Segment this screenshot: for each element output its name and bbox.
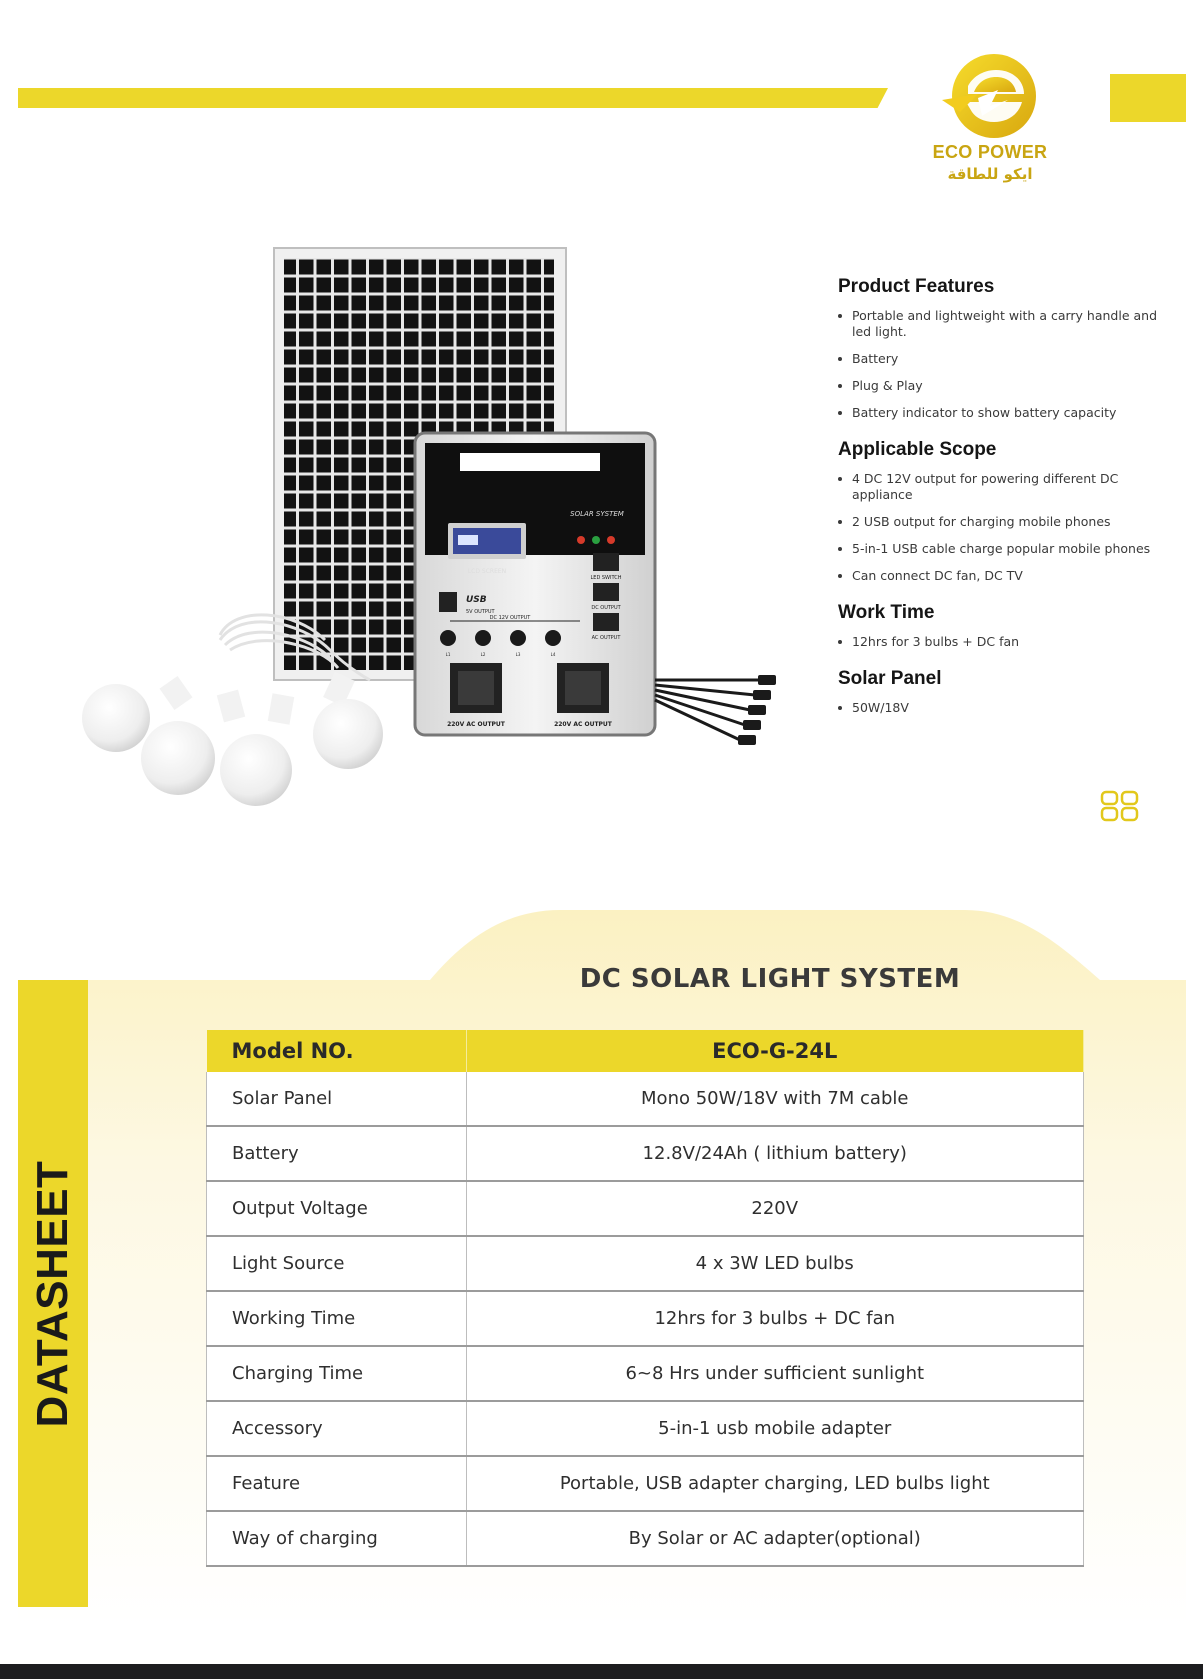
row-value: 12.8V/24Ah ( lithium battery) [466,1126,1084,1181]
label-ac-socket-left: 220V AC OUTPUT [447,721,505,728]
list-item: 12hrs for 3 bulbs + DC fan [838,634,1178,650]
features-panel [838,276,1178,734]
row-label: Working Time [207,1291,467,1346]
label-usb-output: 5V OUTPUT [466,609,495,615]
spec-table [206,1030,1084,1567]
table-row [207,1401,1084,1456]
row-label: Feature [207,1456,467,1511]
label-dc-output: DC OUTPUT [591,605,621,611]
row-value: Mono 50W/18V with 7M cable [466,1072,1084,1126]
row-value: 4 x 3W LED bulbs [466,1236,1084,1291]
work-time-title: Work Time [838,602,935,623]
list-item: Battery indicator to show battery capacity [838,405,1178,421]
grid-icon [1100,790,1140,822]
brand-name-en: ECO POWER [932,142,1048,162]
row-label: Solar Panel [207,1072,467,1126]
brand-logo [920,50,1060,183]
row-label: Battery [207,1126,467,1181]
label-port-l4: L4 [550,652,556,657]
applicable-scope-title: Applicable Scope [838,439,997,460]
control-box [415,433,655,735]
row-value: By Solar or AC adapter(optional) [466,1511,1084,1566]
table-row [207,1456,1084,1511]
table-row [207,1236,1084,1291]
table-row [207,1181,1084,1236]
solar-panel-title: Solar Panel [838,668,942,689]
led-bulbs [82,672,383,806]
row-value: 5-in-1 usb mobile adapter [466,1401,1084,1456]
header-accent-square [1110,74,1186,122]
list-item: 2 USB output for charging mobile phones [838,514,1178,530]
row-label: Light Source [207,1236,467,1291]
label-solar-system: SOLAR SYSTEM [570,510,624,518]
label-port-l1: L1 [445,652,451,657]
row-value: 6~8 Hrs under sufficient sunlight [466,1346,1084,1401]
label-ac-socket-right: 220V AC OUTPUT [554,721,612,728]
row-value: 220V [466,1181,1084,1236]
list-item: 50W/18V [838,700,1178,716]
label-dc-12v-output: DC 12V OUTPUT [489,615,531,621]
row-label: Way of charging [207,1511,467,1566]
label-port-l3: L3 [515,652,521,657]
list-item: Plug & Play [838,378,1178,394]
datasheet-title: DC SOLAR LIGHT SYSTEM [579,964,961,994]
row-label: Charging Time [207,1346,467,1401]
datasheet-label-text: DATASHEET [28,1160,77,1427]
header-accent-bar [18,88,888,108]
applicable-scope-section [838,439,1178,584]
table-row [207,1291,1084,1346]
work-time-section [838,602,1178,650]
row-label: Output Voltage [207,1181,467,1236]
label-usb: USB [466,595,487,605]
header-model-label: Model NO. [207,1030,467,1072]
list-item: 4 DC 12V output for powering different DC appliance [838,471,1178,503]
solar-panel-section [838,668,1178,716]
header-model-value: ECO-G-24L [466,1030,1084,1072]
datasheet-side-label [18,980,88,1607]
table-row [207,1346,1084,1401]
bottom-edge-strip [0,1664,1203,1679]
usb-cables [655,680,760,740]
label-ac-output: AC OUTPUT [591,635,621,641]
table-header-row [207,1030,1084,1072]
product-features-section [838,276,1178,421]
list-item: Portable and lightweight with a carry handle and led light. [838,308,1178,340]
eco-power-logo-icon [938,50,1042,144]
label-led-switch: LED SWITCH [590,575,622,581]
label-port-l2: L2 [480,652,486,657]
row-value: 12hrs for 3 bulbs + DC fan [466,1291,1084,1346]
list-item: 5-in-1 USB cable charge popular mobile phones [838,541,1178,557]
list-item: Can connect DC fan, DC TV [838,568,1178,584]
table-row [207,1072,1084,1126]
table-row [207,1126,1084,1181]
row-label: Accessory [207,1401,467,1456]
label-lcd-screen: LCD SCREEN [467,568,507,575]
brand-name-ar: ايكو للطاقة [947,165,1033,183]
row-value: Portable, USB adapter charging, LED bulbs light [466,1456,1084,1511]
product-image [70,240,790,820]
product-features-title: Product Features [838,276,995,297]
list-item: Battery [838,351,1178,367]
table-row [207,1511,1084,1566]
